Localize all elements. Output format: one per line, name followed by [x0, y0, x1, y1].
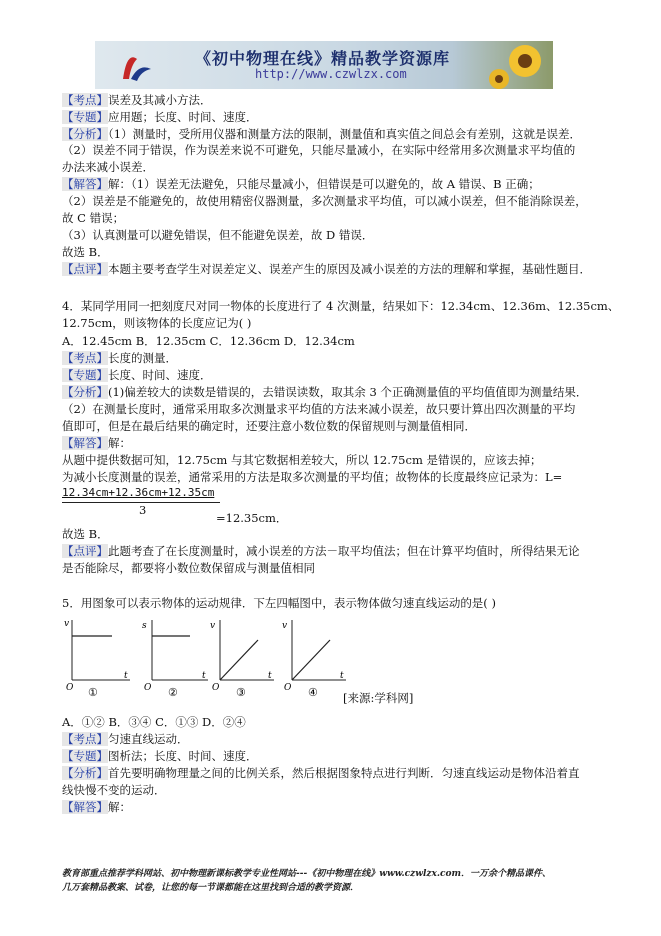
svg-text:t: t [340, 671, 344, 681]
svg-text:s: s [142, 621, 147, 631]
q4-jieda: 【解答】解： [62, 436, 131, 450]
q3-dianping: 【点评】本题主要考查学生对误差定义、误差产生的原因及减小误差的方法的理解和掌握，基础性题目． [62, 262, 591, 276]
banner-title: 《初中物理在线》精品教学资源库 [195, 49, 451, 68]
site-logo-icon [117, 45, 157, 85]
svg-text:O: O [144, 683, 152, 693]
q4-fenxi-line: （2）在测量长度时，通常采用取多次测量求平均值的方法来减小误差，故只要计算出四次测量的平均 [62, 402, 576, 416]
q4-stem-line: 12.75cm，则该物体的长度应记为( ) [62, 316, 252, 330]
q5-zhuanti: 【专题】图析法；长度、时间、速度． [62, 749, 258, 763]
q3-jieda-line: （2）误差是不能避免的，故使用精密仪器测量，多次测量求平均值，可以减小误差，但不能消除误差， [62, 194, 587, 208]
banner-url[interactable]: http://www.czwlzx.com [255, 67, 407, 81]
source-citation: [来源:学科网] [343, 691, 414, 705]
svg-text:v: v [282, 621, 288, 631]
q3-jieda-line: 故 C 错误； [62, 211, 125, 225]
graph-2 [140, 616, 212, 700]
graph-1 [62, 616, 134, 700]
graph-label: ④ [308, 686, 318, 699]
fraction-denominator: 3 [139, 503, 147, 517]
q4-solution-line: 从题中提供数据可知，12.75cm 与其它数据相差较大，所以 12.75cm 是错误的，应该去掉； [62, 453, 542, 467]
q5-jieda: 【解答】解： [62, 800, 131, 814]
sunflower-icon [485, 41, 553, 89]
svg-text:t: t [202, 671, 206, 681]
q4-answer: 故选 B． [62, 527, 109, 541]
q4-dianping-line: 是否能除尽，都要将小数位数保留成与测量值相同 [62, 561, 315, 575]
graph-3 [206, 616, 278, 700]
svg-text:v: v [210, 621, 216, 631]
svg-text:t: t [268, 671, 272, 681]
q5-fenxi: 【分析】首先要明确物理量之间的比例关系，然后根据图象特点进行判断．匀速直线运动是物体沿着直 [62, 766, 580, 780]
q3-zhuanti: 【专题】应用题；长度、时间、速度． [62, 110, 258, 124]
q3-fenxi: 【分析】（1）测量时，受所用仪器和测量方法的限制，测量值和真实值之间总会有差别，这就是误差． [62, 127, 582, 141]
q3-fenxi-line: （2）误差不同于错误，作为误差来说不可避免，只能尽量减小，在实际中经常用多次测量求平均值的 [62, 143, 576, 157]
q3-fenxi-line: 办法来减小误差． [62, 160, 154, 174]
q4-solution-line: 为减小长度测量的误差，通常采用的方法是取多次测量的平均值；故物体的长度最终应记录为：L= [62, 470, 563, 484]
header-banner [95, 41, 553, 89]
graph-label: ② [168, 686, 178, 699]
q3-answer: 故选 B． [62, 245, 109, 259]
q4-stem: 4．某同学用同一把刻度尺对同一物体的长度进行了 4 次测量，结果如下：12.34cm、12.36m、12.35cm、 [62, 299, 620, 313]
q5-kaodian: 【考点】匀速直线运动． [62, 732, 189, 746]
graph-label: ③ [236, 686, 246, 699]
q4-kaodian: 【考点】长度的测量． [62, 351, 177, 365]
footer-line: 几万套精品教案、试卷，让您的每一节课都能在这里找到合适的教学资源． [62, 883, 360, 893]
svg-text:O: O [66, 683, 74, 693]
q4-options: A．12.45cm B．12.35cm C．12.36cm D．12.34cm [62, 334, 355, 348]
q5-fenxi-line: 线快慢不变的运动． [62, 783, 166, 797]
svg-text:v: v [64, 619, 70, 629]
svg-text:O: O [284, 683, 292, 693]
q3-jieda: 【解答】解：（1）误差无法避免，只能尽量减小，但错误是可以避免的，故 A 错误、B 正确； [62, 177, 540, 191]
q3-jieda-line: （3）认真测量可以避免错误，但不能避免误差，故 D 错误． [62, 228, 374, 242]
svg-text:t: t [124, 671, 128, 681]
q5-stem: 5．用图象可以表示物体的运动规律．下左四幅图中，表示物体做匀速直线运动的是( ) [62, 596, 496, 610]
footer-line: 教育部重点推荐学科网站、初中物理新课标教学专业性网站---《初中物理在线》www.czwlzx.com．一万余个精品课件、 [62, 869, 552, 879]
q4-fenxi-line: 值即可，但是在最后结果的确定时，还要注意小数位数的保留规则与测量值相同． [62, 419, 476, 433]
fraction-result: =12.35cm． [216, 511, 288, 525]
graph-label: ① [88, 686, 98, 699]
graph-4 [278, 616, 350, 700]
svg-text:O: O [212, 683, 220, 693]
q4-zhuanti: 【专题】长度、时间、速度． [62, 368, 212, 382]
q5-options: A．①② B．③④ C．①③ D．②④ [62, 715, 246, 729]
q4-fenxi: 【分析】(1)偏差较大的读数是错误的，去错误读数，取其余 3 个正确测量值的平均值值即为测量结果． [62, 385, 588, 399]
fraction-numerator: 12.34cm+12.36cm+12.35cm [62, 486, 215, 499]
q4-dianping: 【点评】此题考查了在长度测量时，减小误差的方法－取平均值法；但在计算平均值时，所得结果无论 [62, 544, 580, 558]
q3-kaodian: 【考点】误差及其减小方法． [62, 93, 212, 107]
